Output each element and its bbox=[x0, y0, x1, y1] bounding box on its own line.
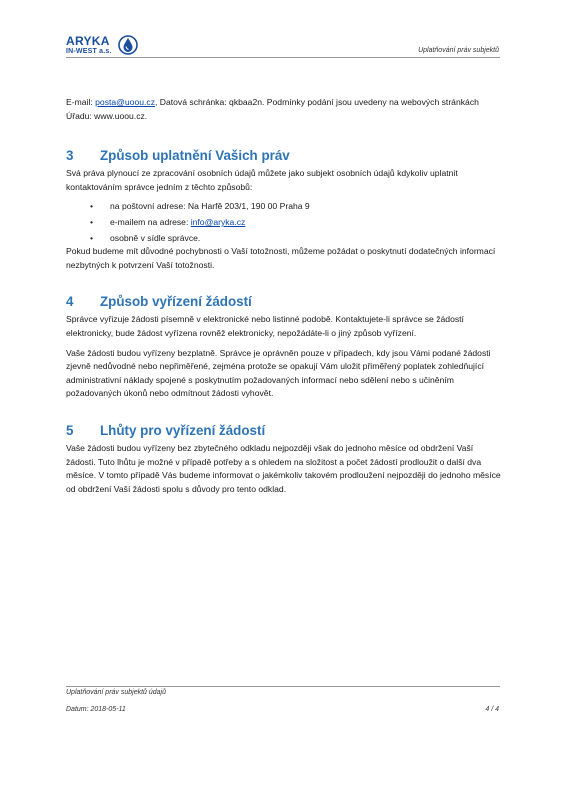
list-item bbox=[66, 232, 501, 246]
section-3-paragraph-2: Pokud budeme mít důvodné pochybnosti o Vaší totožnosti, můžeme požádat o poskytnutí dodatečných informací nezbytných k potvrzení Vaší totožnosti. bbox=[66, 246, 496, 270]
document-body bbox=[66, 96, 501, 496]
section-5-paragraph-1: Vaše žádosti budou vyřízeny bez zbytečného odkladu nejpozději však do jednoho měsíce od obdržení Vaší žádosti. Tuto lhůtu je možné v případě potřeby a s ohledem na složitost a počet žádostí prodloužit o další dva měsíce. V tomto případě Vás budeme informovat o jakémkoliv takovém prodloužení nejpozději do jednoho měsíce od obdržení Vaší žádosti spolu s důvody pro tento odklad. bbox=[66, 442, 501, 494]
email-label: e-mailem na adrese: bbox=[110, 216, 191, 227]
section-4-heading bbox=[66, 294, 501, 310]
in-person-option: osobně v sídle správce. bbox=[110, 232, 201, 243]
section-title: Lhůty pro vyřízení žádostí bbox=[100, 422, 266, 438]
email-label: E-mail: bbox=[66, 97, 96, 107]
section-title: Způsob uplatnění Vašich práv bbox=[100, 148, 290, 164]
list-item bbox=[66, 200, 501, 214]
aryka-email-link[interactable]: info@aryka.cz bbox=[190, 216, 246, 227]
section-3-heading bbox=[66, 148, 501, 164]
section-4-paragraph-1: Správce vyřizuje žádosti písemně v elektronické nebo listinné podobě. Kontaktujete-li správce se žádostí elektronicky, bude žádost vyřízena rovněž elektronicky, nepožádáte-li o jiný způsob vyřízení. bbox=[66, 314, 464, 338]
water-drop-logo-icon bbox=[118, 35, 138, 55]
footer-date: Datum: 2018-05-11 bbox=[66, 706, 126, 713]
section-4-paragraph-2: Vaše žádosti budou vyřízeny bezplatně. Správce je oprávněn pouze v případech, kdy jsou Vámi podané žádosti zjevně nedůvodné nebo nepřiměřené, zejména protože se opakují Vám uložit přiměřený poplatek zohledňující administrativní náklady spojené s poskytnutím požadovaných informací nebo sdělení nebo s učiněním požadovaných úkonů nebo odmítnout žádosti vyhovět. bbox=[66, 347, 491, 399]
section-5-heading bbox=[66, 423, 501, 439]
header-divider bbox=[66, 57, 500, 58]
uoou-email-link[interactable]: posta@uoou.cz bbox=[95, 97, 155, 107]
section-number: 4 bbox=[66, 294, 74, 310]
contact-methods-list bbox=[66, 200, 501, 245]
section-3-paragraph-1: Svá práva plynoucí ze zpracování osobních údajů můžete jako subjekt osobních údajů kdykoliv uplatnit kontaktováním správce jedním z těchto způsobů: bbox=[66, 168, 458, 192]
section-number: 5 bbox=[66, 422, 74, 438]
postal-address: na poštovní adrese: Na Harfě 203/1, 190 00 Praha 9 bbox=[110, 201, 310, 212]
section-title: Způsob vyřízení žádostí bbox=[100, 294, 252, 310]
section-number: 3 bbox=[66, 148, 74, 164]
logo-wordmark bbox=[66, 35, 112, 55]
footer-title: Uplatňování práv subjektů údajů bbox=[66, 689, 167, 696]
company-logo bbox=[66, 35, 141, 57]
footer-divider bbox=[66, 686, 500, 687]
page-number: 4 / 4 bbox=[485, 706, 499, 713]
list-item bbox=[66, 216, 501, 230]
header-title: Uplatňování práv subjektů bbox=[418, 47, 499, 54]
intro-paragraph bbox=[66, 96, 501, 123]
logo-name: ARYKA bbox=[66, 34, 110, 48]
logo-subtitle: IN-WEST a.s. bbox=[66, 48, 112, 55]
intro-text: , Datová schránka: qkbaa2n. Podmínky podání jsou uvedeny na webových stránkách Úřadu: www.uoou.cz. bbox=[66, 97, 479, 121]
